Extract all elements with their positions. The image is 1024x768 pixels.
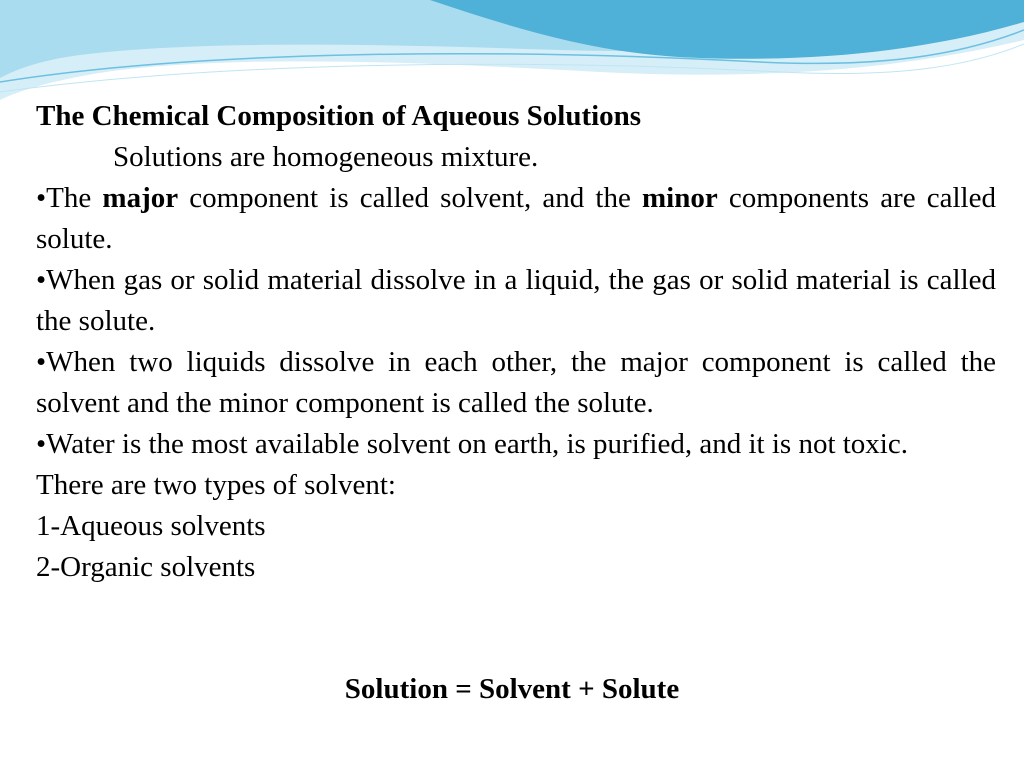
solvent-types-intro: There are two types of solvent: <box>36 469 396 501</box>
bullet-water: •Water is the most available solvent on earth, is purified, and it is not toxic. <box>36 428 908 460</box>
bullet1-text-part1: •The <box>36 182 103 214</box>
bullet1-text-part2: component is called solvent, and the <box>178 182 642 214</box>
slide-content <box>36 96 996 588</box>
bullet-gas-solid: •When gas or solid material dissolve in a liquid, the gas or solid material is called the solute. <box>36 264 996 337</box>
bullet1-text-part3: components are called solute. <box>36 182 996 255</box>
bullet-solvent-solute <box>36 178 996 260</box>
solvent-type-organic: 2-Organic solvents <box>36 551 256 583</box>
intro-text: Solutions are homogeneous mixture. <box>113 141 539 173</box>
bullet-two-liquids: •When two liquids dissolve in each other, the major component is called the solvent and the minor component is called the solute. <box>36 346 996 419</box>
slide-title: The Chemical Composition of Aqueous Solutions <box>36 100 642 132</box>
solvent-type-aqueous: 1-Aqueous solvents <box>36 510 266 542</box>
bullet1-major-bold: major <box>102 182 179 214</box>
bullet1-minor-bold: minor <box>642 182 718 214</box>
solution-equation: Solution = Solvent + Solute <box>344 673 680 705</box>
